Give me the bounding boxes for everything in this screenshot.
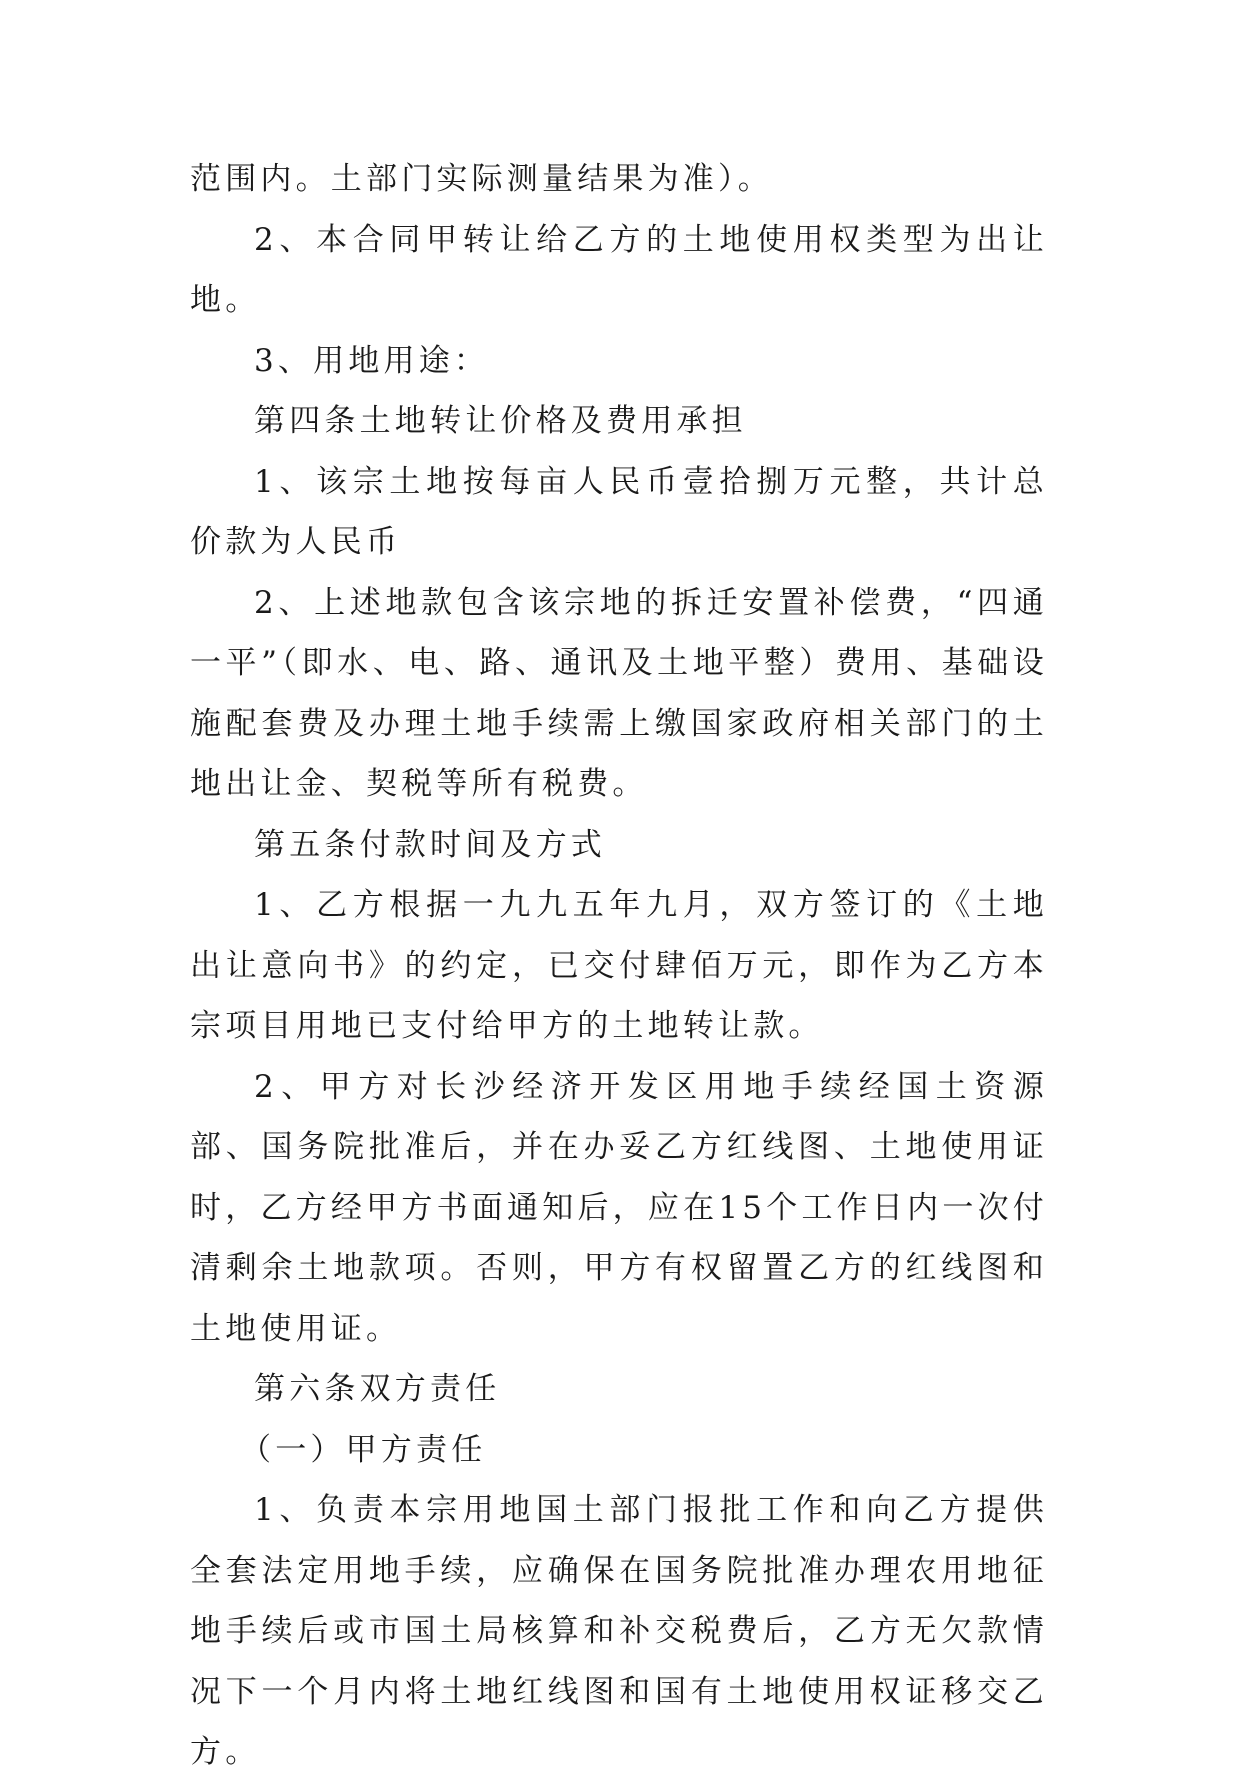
paragraph-fees: 2、上述地款包含该宗地的拆迁安置补偿费，“四通一平”（即水、电、路、通讯及土地平整）费用、基础设施配套费及办理土地手续需上缴国家政府相关部门的土地出让金、契税等所有税费。 [190, 584, 1048, 802]
article-5-heading: 第五条付款时间及方式 [254, 826, 606, 863]
paragraph-party-a-duty-1: 1、负责本宗用地国土部门报批工作和向乙方提供全套法定用地手续，应确保在国务院批准办理农用地征地手续后或市国土局核算和补交税费后，乙方无欠款情况下一个月内将土地红线图和国有土地使用权证移交乙方。 [190, 1492, 1048, 1770]
document-body [190, 149, 1048, 1783]
paragraph-clause-3: 3、用地用途： [254, 342, 490, 379]
article-4-heading: 第四条土地转让价格及费用承担 [254, 403, 747, 439]
paragraph-payment-2: 2、甲方对长沙经济开发区用地手续经国土资源部、国务院批准后，并在办妥乙方红线图、土地使用证时，乙方经甲方书面通知后，应在15个工作日内一次付清剩余土地款项。否则，甲方有权留置乙方的红线图和土地使用证。 [190, 1068, 1048, 1347]
party-a-responsibility-heading: （一）甲方责任 [240, 1431, 487, 1468]
paragraph-clause-2: 2、本合同甲转让给乙方的土地使用权类型为出让地。 [190, 221, 1048, 318]
paragraph-continuation: 范围内。土部门实际测量结果为准）。 [190, 161, 773, 197]
article-6-heading: 第六条双方责任 [254, 1371, 501, 1407]
paragraph-payment-1: 1、乙方根据一九九五年九月，双方签订的《土地出让意向书》的约定，已交付肆佰万元，即作为乙方本宗项目用地已支付给甲方的土地转让款。 [190, 887, 1048, 1044]
paragraph-price: 1、该宗土地按每亩人民币壹拾捌万元整，共计总价款为人民币 [190, 463, 1048, 560]
